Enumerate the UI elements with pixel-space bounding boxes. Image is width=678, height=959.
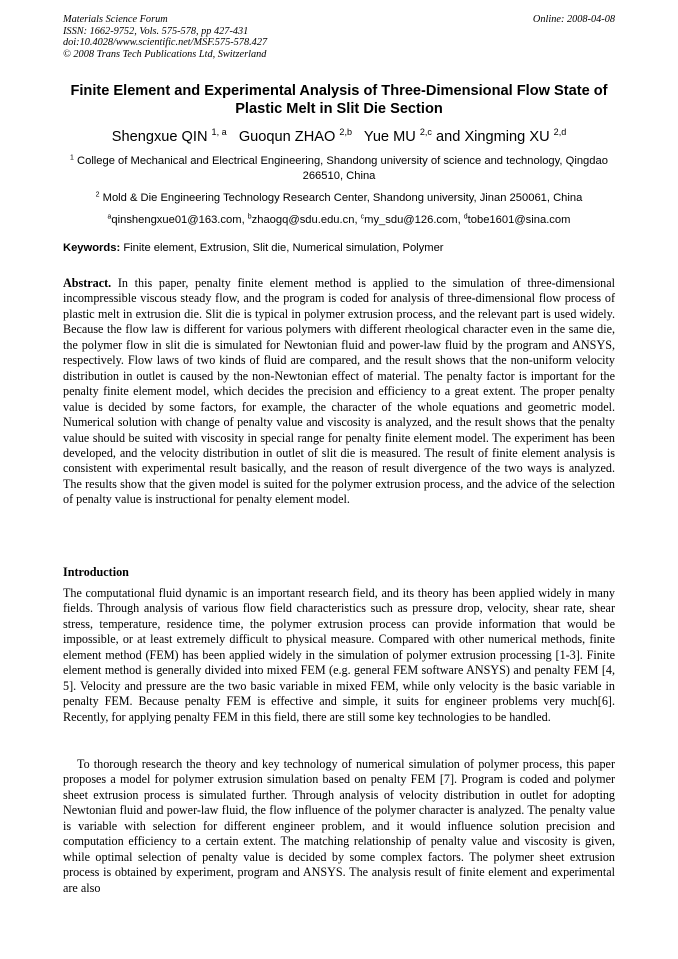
email-address[interactable]: zhaogq@sdu.edu.cn	[251, 214, 355, 226]
email-address[interactable]: tobe1601@sina.com	[467, 214, 571, 226]
issn-line: ISSN: 1662-9752, Vols. 575-578, pp 427-431	[63, 25, 249, 37]
email-list	[63, 213, 615, 228]
keywords-label: Keywords:	[63, 242, 121, 254]
journal-name: Materials Science Forum	[63, 14, 168, 25]
author-affiliation-mark: 2,b	[339, 127, 352, 138]
email-separator: ,	[241, 214, 248, 226]
affiliation-number: 1	[70, 154, 74, 162]
author-name: Shengxue QIN	[111, 129, 208, 145]
keywords-line	[63, 241, 615, 256]
author-connector: and	[436, 129, 461, 145]
author-list	[63, 128, 615, 146]
doi-line: doi:10.4028/www.scientific.net/MSF.575-578.427	[63, 37, 268, 49]
author-name: Xingming XU	[464, 129, 550, 145]
email-mark: d	[463, 213, 468, 221]
affiliation-1	[63, 154, 615, 184]
paper-title: Finite Element and Experimental Analysis of Three-Dimensional Flow State of Plastic Melt in Slit Die Section	[70, 83, 608, 117]
email-separator: ,	[354, 214, 361, 226]
introduction-paragraph-2: To thorough research the theory and key technology of numerical simulation of polymer process, this paper proposes a model for polymer extrusion simulation based on penalty FEM [7]. Program is coded and polymer sheet extrusion process is simulated further. Through analysis of velocity distribution in outlet for adopting Newtonian fluid and power-law fluid, the flow influence of the polymer character is analyzed. The penalty value is variable with selection for different engineer problem, and it would influence solution precision and computation efficiency to a certain extent. The matching relationship of penalty value and viscosity is given, while optimal selection of penalty value is decided by some complex factors. The polymer sheet extrusion process is obtained by experiment, program and ANSYS. The analysis result of finite element and experimental are also	[63, 757, 615, 895]
affiliation-text: Mold & Die Engineering Technology Research Center, Shandong university, Jinan 250061, China	[102, 192, 583, 204]
introduction-paragraph-1: The computational fluid dynamic is an important research field, and its theory has been applied widely in many fields. Through analysis of various flow field characteristics such as pressure drop, velocity, shear rate, shear stress, temperature, residence time, the polymer extrusion process can provide information that would be impossible, or at least extremely difficult to physical measure. Compared with other numerical methods, finite element method (FEM) has been applied widely in the simulation of polymer extrusion processing [1-3]. Finite element method is generally divided into mixed FEM (e.g. general FEM software ANSYS) and penalty FEM [4, 5]. Velocity and pressure are the two basic variable in mixed FEM, while only velocity is the basic variable in penalty FEM. Because penalty FEM is effective and simple, it suits for engineer problems very much[6]. Recently, for applying penalty FEM in this field, there are still some key technologies to be handled.	[63, 586, 615, 724]
abstract-label: Abstract.	[63, 276, 112, 290]
abstract-text: In this paper, penalty finite element method is applied to the simulation of three-dimensional incompressible viscous steady flow, and the program is coded for analysis of three-dimensional flow process of plastic melt in extrusion die. Slit die is typical in polymer extrusion process, and the relevant part is used widely. Because the flow law is different for various polymers with different rheological character even in the same die, the polymer flow in slit die is simulated for Newtonian fluid and power-law fluid by the program and ANSYS, respectively. Flow laws of two kinds of fluid are compared, and the result shows that the non-uniform velocity distribution in outlet is caused by the non-Newtonian effect of material. The penalty factor is important for the penalty finite element model, which decides the precision and efficiency to a great extent. The proper penalty value is decided by some factors, for example, the character of the whole equations and geometric model. Numerical solution with change of penalty value and viscosity is analyzed, and the result shows that the penalty value should be suited with viscosity in special range for penalty finite element model. The experiment has been developed, and the velocity distribution in outlet of slit die is measured. The result of finite element analysis is consistent with experimental result basically, and the reason of result divergence of the two ways is analyzed. The results show that the given model is suited for the polymer extrusion process, and the advice of the selection of penalty value is instructional for penalty element model.	[63, 276, 615, 507]
author-name: Guoqun ZHAO	[238, 129, 336, 145]
email-mark: a	[107, 213, 112, 221]
publication-header	[63, 14, 615, 60]
email-address[interactable]: qinshengxue01@163.com	[111, 214, 242, 226]
author-affiliation-mark: 2,c	[419, 127, 432, 138]
author-name: Yue MU	[363, 129, 416, 145]
email-separator: ,	[457, 214, 464, 226]
affiliation-2	[63, 191, 615, 206]
online-date: Online: 2008-04-08	[532, 14, 615, 25]
author-affiliation-mark: 2,d	[553, 127, 567, 138]
author-affiliation-mark: 1, a	[211, 127, 227, 138]
email-address[interactable]: my_sdu@126.com	[364, 214, 458, 226]
email-mark: b	[247, 213, 252, 221]
affiliation-number: 2	[95, 191, 100, 199]
section-heading-introduction: Introduction	[63, 565, 129, 579]
abstract-paragraph	[63, 276, 615, 508]
affiliation-text: College of Mechanical and Electrical Engineering, Shandong university of science and technology, Qingdao 266510, China	[77, 155, 608, 183]
keywords-text: Finite element, Extrusion, Slit die, Numerical simulation, Polymer	[123, 242, 444, 254]
email-mark: c	[360, 213, 365, 221]
copyright-line: © 2008 Trans Tech Publications Ltd, Switzerland	[63, 48, 267, 60]
